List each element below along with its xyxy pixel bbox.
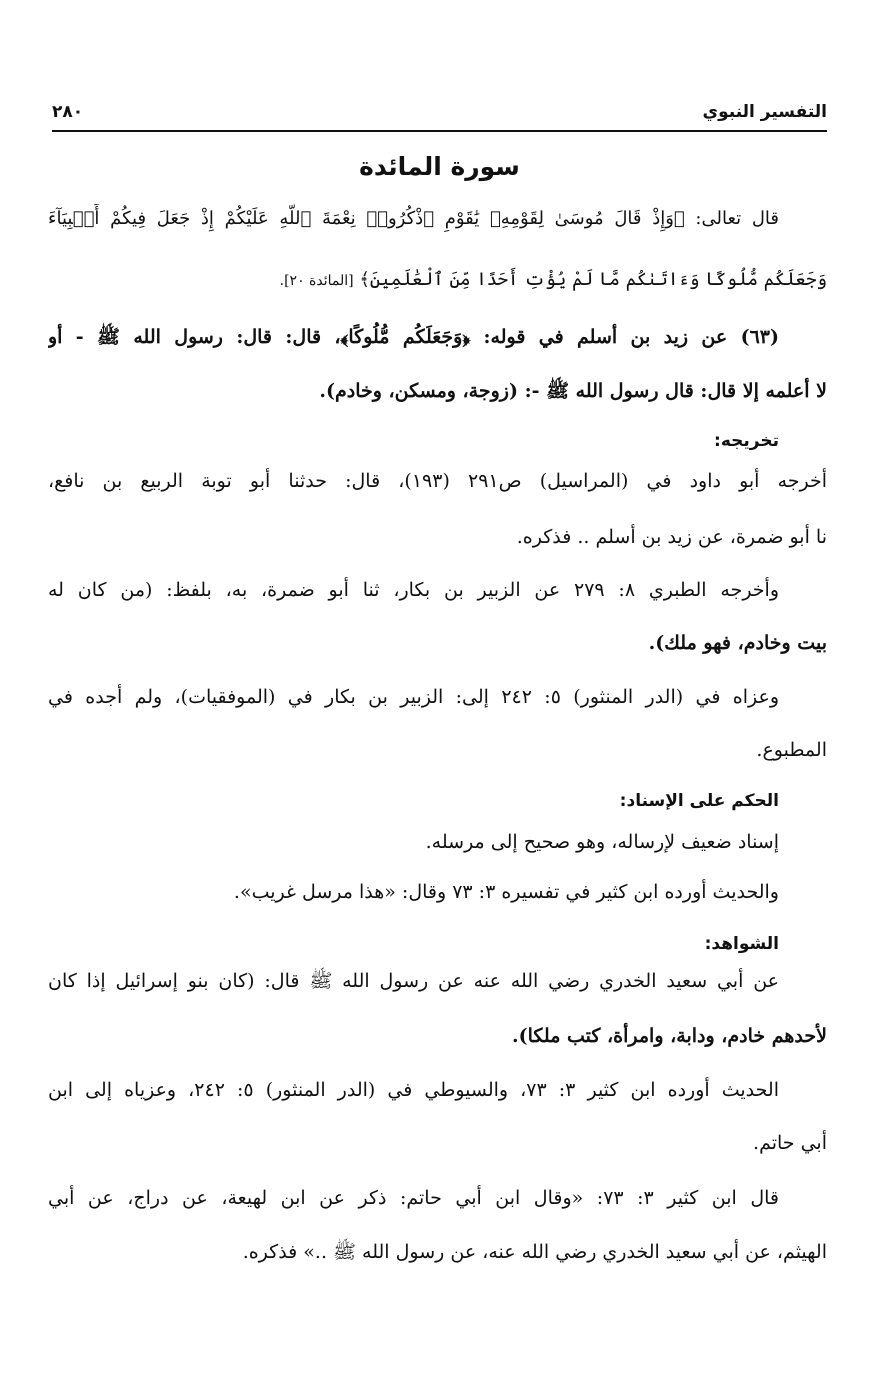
takhrij-p3-line-1: وعزاه في (الدر المنثور) ٥: ٢٤٢ إلى: الزبير بن بكار في (الموفقيات)، ولم أجده في — [48, 686, 779, 708]
verse-reference: [المائدة ٢٠]. — [279, 273, 354, 289]
verse-line-2 — [280, 265, 827, 299]
running-header — [52, 100, 827, 132]
shawahid-p2-line-2: أبي حاتم. — [753, 1132, 827, 1154]
hadith-line-1: (٦٣) عن زيد بن أسلم في قوله: ﴿وَجَعَلَكُم مُّلُوكًا﴾، قال: قال: رسول الله ﷺ - أو — [48, 326, 779, 348]
shawahid-p1-line-1: عن أبي سعيد الخدري رضي الله عنه عن رسول الله ﷺ قال: (كان بنو إسرائيل إذا كان — [48, 970, 779, 992]
surah-title: سورة المائدة — [359, 152, 520, 181]
page-number: ٢٨٠ — [52, 102, 84, 122]
shawahid-p2-line-1: الحديث أورده ابن كثير ٣: ٧٣، والسيوطي في (الدر المنثور) ٥: ٢٤٢، وعزياه إلى ابن — [48, 1079, 779, 1101]
hukm-line-2: والحديث أورده ابن كثير في تفسيره ٣: ٧٣ وقال: «هذا مرسل غريب». — [233, 881, 779, 903]
verse-text: وَجَعَلَكُم مُّلُوكًا وَءَاتَىٰكُم مَّا لَمْ يُؤْتِ أَحَدًا مِّنَ ٱلْعَٰلَمِينَ﴾ — [359, 269, 827, 290]
takhrij-p2-line-2: بيت وخادم، فهو ملك). — [648, 632, 827, 654]
running-title: التفسير النبوي — [702, 102, 827, 122]
shawahid-p3-line-1: قال ابن كثير ٣: ٧٣: «وقال ابن أبي حاتم: ذكر عن ابن لهيعة، عن دراج، عن أبي — [48, 1187, 779, 1209]
hukm-line-1: إسناد ضعيف لإرساله، وهو صحيح إلى مرسله. — [425, 831, 779, 853]
verse-line-1: قال تعالى: ﴿وَإِذْ قَالَ مُوسَىٰ لِقَوْمِهِۦ يَٰقَوْمِ ٱذْكُرُوا۟ نِعْمَةَ ٱللَّهِ عَلَيْكُمْ إِذْ جَعَلَ فِيكُمْ أَنۢبِيَآءَ — [48, 208, 779, 229]
takhrij-p1-line-1: أخرجه أبو داود في (المراسيل) ص٢٩١ (١٩٣)، قال: حدثنا أبو توبة الربيع بن نافع، — [48, 470, 827, 492]
takhrij-p3-line-2: المطبوع. — [756, 739, 827, 761]
hukm-heading: الحكم على الإسناد: — [619, 791, 779, 811]
shawahid-p1-line-2: لأحدهم خادم، ودابة، وامرأة، كتب ملكا). — [512, 1025, 827, 1047]
takhrij-p2-line-1: وأخرجه الطبري ٨: ٢٧٩ عن الزبير بن بكار، ثنا أبو ضمرة، به، بلفظ: (من كان له — [48, 579, 779, 601]
shawahid-p3-line-2: الهيثم، عن أبي سعيد الخدري رضي الله عنه، عن رسول الله ﷺ ..» فذكره. — [242, 1241, 827, 1263]
shawahid-heading: الشواهد: — [704, 934, 779, 954]
hadith-line-2: لا أعلمه إلا قال: قال رسول الله ﷺ -: (زوجة، ومسكن، وخادم). — [319, 380, 827, 402]
takhrij-heading: تخريجه: — [714, 431, 779, 451]
takhrij-p1-line-2: نا أبو ضمرة، عن زيد بن أسلم .. فذكره. — [516, 526, 827, 548]
